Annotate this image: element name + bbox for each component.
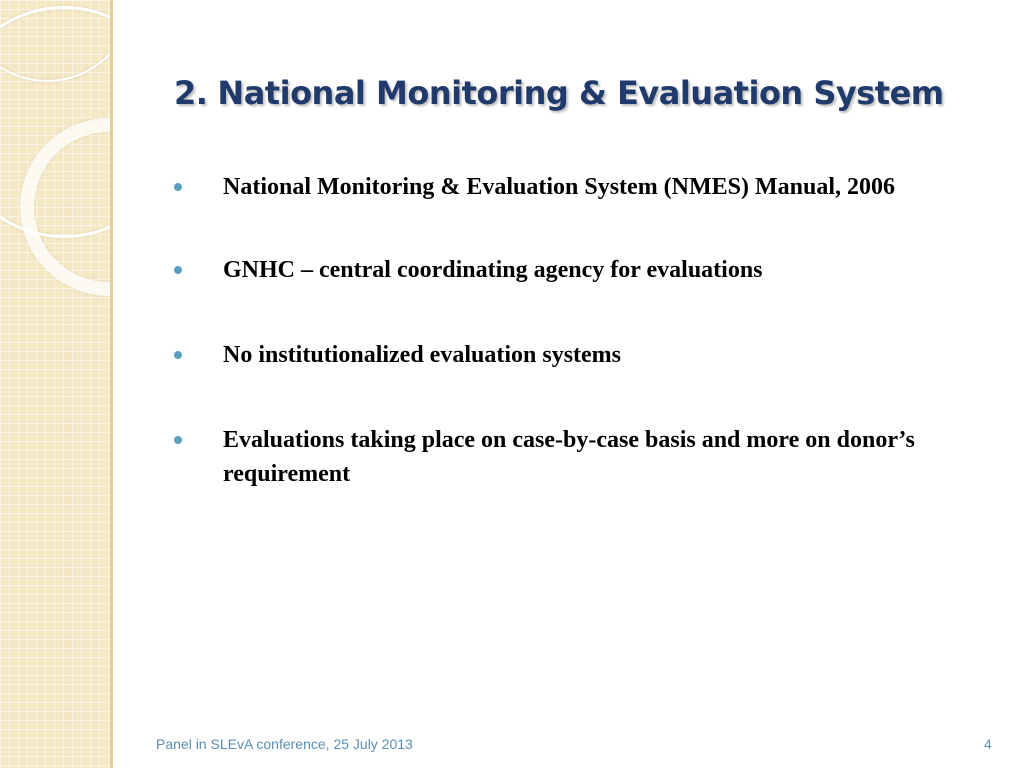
decorative-sidebar <box>0 0 113 768</box>
bullet-dot-icon <box>174 266 182 274</box>
bullet-item <box>172 170 972 204</box>
bullet-list <box>172 170 972 491</box>
bullet-text: Evaluations taking place on case-by-case basis and more on donor’s requirement <box>223 427 915 487</box>
sidebar-edge <box>110 0 113 768</box>
bullet-item <box>172 423 972 491</box>
slide-title-text: National Monitoring & Evaluation System <box>217 74 944 112</box>
bullet-dot-icon <box>174 183 182 191</box>
slide-title-number: 2. <box>174 74 208 112</box>
bullet-item <box>172 253 972 287</box>
bullet-text: National Monitoring & Evaluation System (NMES) Manual, 2006 <box>223 174 896 200</box>
bullet-dot-icon <box>174 351 182 359</box>
bullet-text: GNHC – central coordinating agency for evaluations <box>223 257 763 283</box>
bullet-dot-icon <box>174 436 182 444</box>
bullet-text: No institutionalized evaluation systems <box>223 342 622 368</box>
footer-text: Panel in SLEvA conference, 25 July 2013 <box>156 736 413 752</box>
page-number: 4 <box>984 736 992 752</box>
bullet-item <box>172 338 972 372</box>
slide-title <box>174 74 944 112</box>
